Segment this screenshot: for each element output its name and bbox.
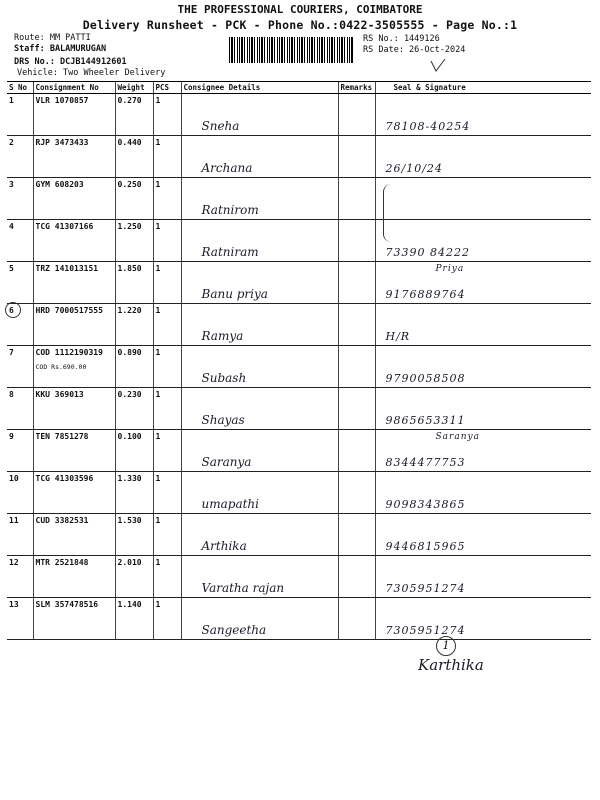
serial-number: 8 (7, 388, 33, 430)
signature-cell (375, 136, 591, 178)
pcs-value: 1 (153, 178, 181, 220)
signature-text: 78108-40254 (385, 120, 471, 133)
remarks-cell (338, 514, 375, 556)
consignment-id: COD 1112190319 (35, 348, 103, 357)
signature-text: 9865653311 (385, 414, 466, 427)
serial-number: 12 (7, 556, 33, 598)
consignee-cell (181, 346, 338, 388)
pcs-value: 1 (153, 430, 181, 472)
signature-cell (375, 94, 591, 136)
table-row (7, 220, 591, 262)
rs-number: RS No.: 1449126 (363, 34, 440, 44)
weight-value: 0.440 (115, 136, 153, 178)
pcs-value: 1 (153, 262, 181, 304)
weight-value: 0.230 (115, 388, 153, 430)
remarks-cell (338, 262, 375, 304)
table-row (7, 136, 591, 178)
weight-value: 0.100 (115, 430, 153, 472)
consignee-name: Ratnirom (201, 203, 259, 217)
remarks-cell (338, 556, 375, 598)
consignee-name: Sangeetha (201, 623, 267, 637)
signature-text: 26/10/24 (385, 162, 443, 175)
remarks-cell (338, 220, 375, 262)
consignment-number (33, 388, 115, 430)
pcs-value: 1 (153, 472, 181, 514)
consignment-number (33, 346, 115, 388)
remarks-cell (338, 304, 375, 346)
serial-number: 9 (7, 430, 33, 472)
consignment-number (33, 94, 115, 136)
serial-number: 10 (7, 472, 33, 514)
consignment-number (33, 430, 115, 472)
weight-value: 0.250 (115, 178, 153, 220)
signature-cell (375, 430, 591, 472)
remarks-cell (338, 136, 375, 178)
col-remarks: Remarks (338, 82, 375, 94)
consignee-name: Shayas (201, 413, 245, 427)
weight-value: 0.890 (115, 346, 153, 388)
consignment-id: CUD 3382531 (35, 516, 89, 525)
pcs-value: 1 (153, 388, 181, 430)
table-row (7, 304, 591, 346)
table-row (7, 430, 591, 472)
remarks-cell (338, 472, 375, 514)
col-pcs: PCS (153, 82, 181, 94)
consignee-cell (181, 262, 338, 304)
pcs-value: 1 (153, 304, 181, 346)
pcs-value: 1 (153, 598, 181, 640)
signature-cell (375, 178, 591, 220)
serial-number: 7 (7, 346, 33, 388)
consignment-id: TEN 7851278 (35, 432, 89, 441)
table-row (7, 514, 591, 556)
staff-line: Staff: BALAMURUGAN (14, 44, 107, 54)
tick-mark-icon (430, 58, 446, 74)
weight-value: 1.530 (115, 514, 153, 556)
runsheet-title: Delivery Runsheet - PCK - Phone No.:0422-3505555 - Page No.:1 (82, 18, 518, 32)
consignee-name: Varatha rajan (201, 581, 285, 595)
consignee-name: Banu priya (201, 287, 268, 301)
consignee-name: Ratniram (201, 245, 259, 259)
col-consignee: Consignee Details (181, 82, 338, 94)
table-row (7, 598, 591, 640)
weight-value: 2.010 (115, 556, 153, 598)
consignment-number (33, 178, 115, 220)
consignment-id: TCG 41307166 (35, 222, 94, 231)
rs-date: RS Date: 26-Oct-2024 (363, 45, 466, 55)
serial-number: 2 (7, 136, 33, 178)
pcs-value: 1 (153, 556, 181, 598)
consignment-id: GYM 608203 (35, 180, 84, 189)
row-6-circle-mark (5, 302, 21, 318)
weight-value: 1.220 (115, 304, 153, 346)
table-row (7, 472, 591, 514)
consignee-cell (181, 430, 338, 472)
signature-text: 7305951274 (385, 582, 466, 595)
signature-cell (375, 304, 591, 346)
serial-number: 13 (7, 598, 33, 640)
consignment-number (33, 136, 115, 178)
route-line: Route: MM PATTI (14, 33, 91, 43)
pcs-value: 1 (153, 514, 181, 556)
signature-text: 9176889764 (385, 288, 466, 301)
remarks-cell (338, 346, 375, 388)
consignee-cell (181, 136, 338, 178)
pcs-value: 1 (153, 136, 181, 178)
consignee-cell (181, 514, 338, 556)
signature-cell (375, 388, 591, 430)
consignee-cell (181, 304, 338, 346)
signature-text: 9446815965 (385, 540, 466, 553)
serial-number: 5 (7, 262, 33, 304)
serial-number: 3 (7, 178, 33, 220)
consignment-id: HRD 7000517555 (35, 306, 103, 315)
weight-value: 1.330 (115, 472, 153, 514)
table-row (7, 346, 591, 388)
weight-value: 1.850 (115, 262, 153, 304)
signature-text: H/R (385, 330, 411, 343)
consignment-id: RJP 3473433 (35, 138, 89, 147)
consignee-cell (181, 178, 338, 220)
remarks-cell (338, 178, 375, 220)
consignment-id: TCG 41303596 (35, 474, 94, 483)
col-signature: Seal & Signature (375, 82, 591, 94)
signature-cell (375, 262, 591, 304)
signature-cell (375, 220, 591, 262)
pcs-value: 1 (153, 94, 181, 136)
consignee-name: Arthika (201, 539, 247, 553)
consignee-cell (181, 472, 338, 514)
table-row (7, 262, 591, 304)
consignee-name: Saranya (201, 455, 252, 469)
signature-text: 8344477753 (385, 456, 466, 469)
table-row (7, 178, 591, 220)
bracket-mark (383, 184, 398, 242)
consignment-number (33, 514, 115, 556)
signature-text: 73390 84222 (385, 246, 470, 259)
consignment-number (33, 598, 115, 640)
consignment-number (33, 556, 115, 598)
weight-value: 1.140 (115, 598, 153, 640)
cod-amount: COD Rs.690.00 (35, 363, 87, 371)
signature-cell (375, 556, 591, 598)
consignee-name: Sneha (201, 119, 240, 133)
barcode-image (229, 37, 353, 63)
consignee-name: Ramya (201, 329, 244, 343)
consignment-number (33, 304, 115, 346)
consignee-cell (181, 556, 338, 598)
remarks-cell (338, 598, 375, 640)
table-row (7, 556, 591, 598)
consignment-id: VLR 1070857 (35, 96, 89, 105)
pcs-value: 1 (153, 346, 181, 388)
col-consignment: Consignment No (33, 82, 115, 94)
consignment-id: KKU 369013 (35, 390, 84, 399)
consignment-id: TRZ 141013151 (35, 264, 99, 273)
signature-cell (375, 472, 591, 514)
table-header-row (7, 82, 591, 94)
signature-cell (375, 598, 591, 640)
weight-value: 0.270 (115, 94, 153, 136)
consignee-name: umapathi (201, 497, 259, 511)
col-weight: Weight (115, 82, 153, 94)
drs-line: DRS No.: DCJB144912601 (14, 57, 127, 67)
col-sno: S No (7, 82, 33, 94)
pcs-value: 1 (153, 220, 181, 262)
signature-name: Saranya (435, 432, 480, 442)
vehicle-line: Vehicle: Two Wheeler Delivery (17, 68, 166, 78)
serial-number: 11 (7, 514, 33, 556)
weight-value: 1.250 (115, 220, 153, 262)
runsheet-table (7, 81, 591, 640)
consignee-cell (181, 220, 338, 262)
remarks-cell (338, 430, 375, 472)
remarks-cell (338, 94, 375, 136)
consignee-cell (181, 598, 338, 640)
consignee-cell (181, 94, 338, 136)
table-row (7, 388, 591, 430)
company-title: THE PROFESSIONAL COURIERS, COIMBATORE (177, 3, 423, 16)
serial-number: 1 (7, 94, 33, 136)
consignment-number (33, 262, 115, 304)
footer-circled-number: 1 (436, 636, 456, 656)
consignment-number (33, 472, 115, 514)
serial-number: 4 (7, 220, 33, 262)
signature-cell (375, 346, 591, 388)
signature-name: Priya (435, 264, 465, 274)
consignee-name: Subash (201, 371, 247, 385)
signature-cell (375, 514, 591, 556)
footer-signature: Karthika (418, 656, 484, 674)
consignment-id: MTR 2521848 (35, 558, 89, 567)
signature-text: 9098343865 (385, 498, 466, 511)
signature-text: 7305951274 (385, 624, 466, 637)
consignment-id: SLM 357478516 (35, 600, 99, 609)
consignee-name: Archana (201, 161, 253, 175)
consignee-cell (181, 388, 338, 430)
consignment-number (33, 220, 115, 262)
remarks-cell (338, 388, 375, 430)
table-row (7, 94, 591, 136)
signature-text: 9790058508 (385, 372, 466, 385)
serial-number: 6 (7, 304, 33, 346)
